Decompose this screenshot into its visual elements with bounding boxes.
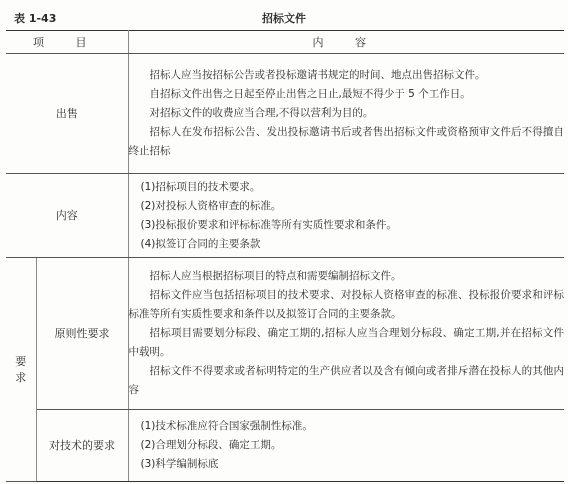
row-content-technical (128, 410, 564, 482)
row-content-content (128, 174, 564, 258)
row-label-principles: 原则性要求 (36, 258, 128, 410)
paragraph: 自招标文件出售之日起至停止出售之日止,最短不得少于 5 个工作日。 (149, 88, 471, 100)
row-content-principles (128, 258, 564, 410)
paragraph: 招标人在发布招标公告、发出投标邀请书后或者售出招标文件或资格预审文件后不得擅自终止招标 (128, 126, 564, 157)
paragraph: 招标人应当按招标公告或者投标邀请书规定的时间、地点出售招标文件。 (149, 69, 486, 81)
table-row-technical (6, 410, 564, 482)
list-item: (3)科学编制标底 (140, 458, 219, 470)
row-label-sale: 出售 (6, 54, 128, 174)
paragraph: 招标文件应当包括招标项目的技术要求、对投标人资格审查的标准、投标报价要求和评标标准等所有实质性要求和条件以及拟签订合同的主要条款。 (128, 289, 564, 320)
tender-documents-table (6, 30, 564, 482)
row-content-sale (128, 54, 564, 174)
header-item: 项 目 (6, 31, 128, 54)
requirements-label: 要求 (15, 354, 27, 384)
paragraph: 招标文件不得要求或者标明特定的生产供应者以及含有倾向或者排斥潜在投标人的其他内容 (128, 365, 564, 396)
list-item: (3)投标报价要求和评标标准等所有实质性要求和条件。 (140, 218, 397, 231)
paragraph: 招标项目需要划分标段、确定工期的,招标人应当合理划分标段、确定工期,并在招标文件中载明。 (128, 327, 564, 358)
list-item: (1)技术标准应符合国家强制性标准。 (140, 420, 313, 432)
table-caption (0, 6, 568, 26)
table-row-sale (6, 54, 564, 174)
header-row (6, 31, 564, 54)
table-title: 招标文件 (262, 12, 306, 25)
row-label-content: 内容 (6, 174, 128, 258)
table-row-principles (6, 258, 564, 410)
paragraph: 招标人应当根据招标项目的特点和需要编制招标文件。 (149, 270, 402, 282)
list-item: (2)合理划分标段、确定工期。 (140, 439, 282, 451)
paragraph: 对招标文件的收费应当合理,不得以营利为目的。 (149, 107, 374, 119)
row-label-requirements (6, 258, 36, 482)
row-label-technical: 对技术的要求 (36, 410, 128, 482)
list-item: (1)招标项目的技术要求。 (140, 180, 261, 193)
table-row-content (6, 174, 564, 258)
list-item: (2)对投标人资格审查的标准。 (140, 199, 282, 212)
list-item: (4)拟签订合同的主要条款 (140, 237, 261, 250)
table-number: 表 1-43 (14, 12, 57, 25)
header-content: 内 容 (128, 31, 564, 54)
